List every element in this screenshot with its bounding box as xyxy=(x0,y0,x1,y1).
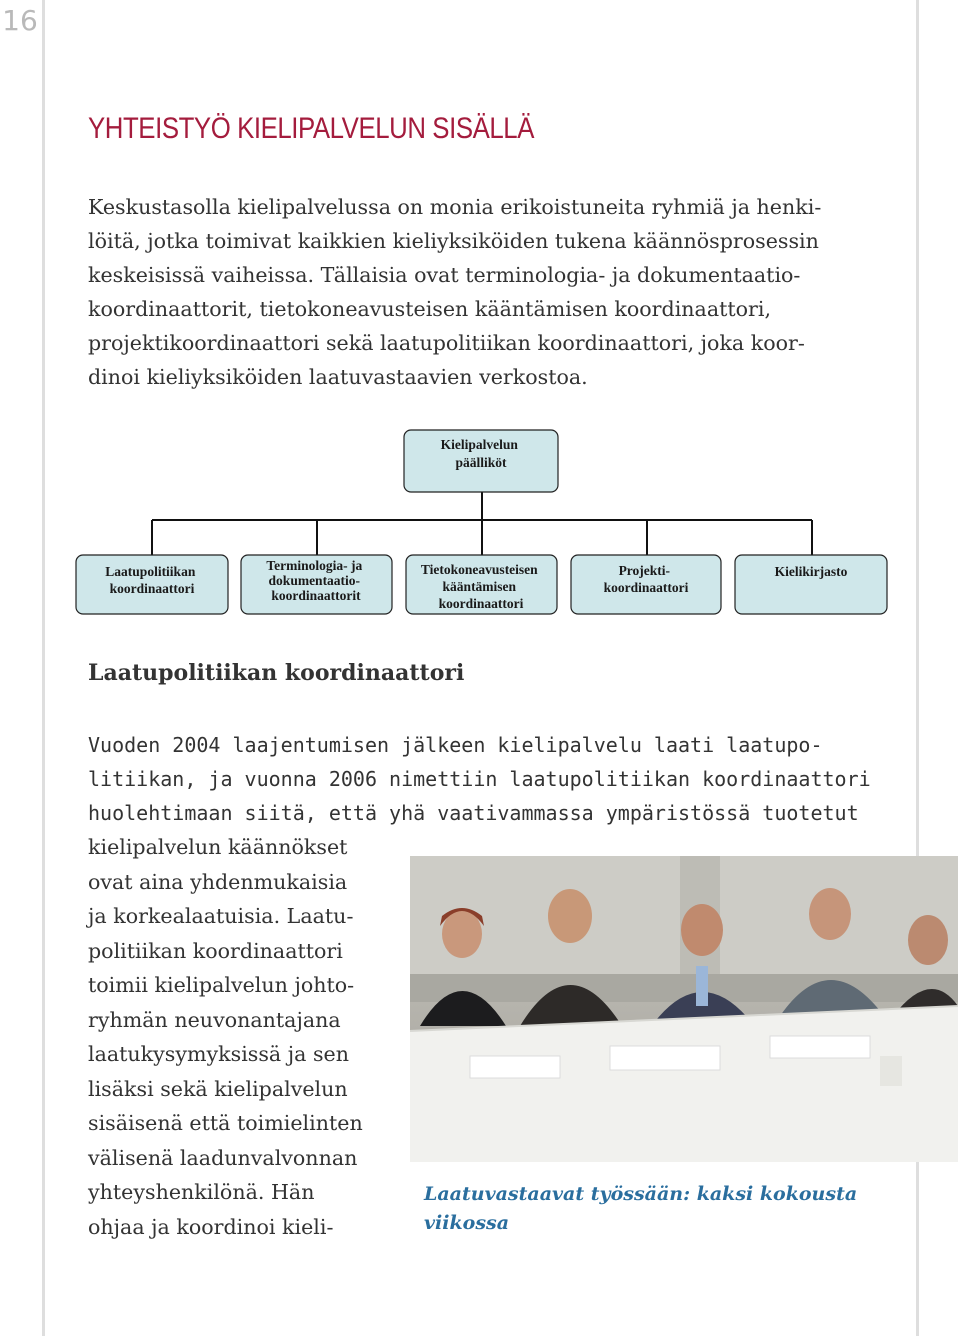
org-box-line: Tietokoneavusteisen xyxy=(420,562,538,577)
org-box-top xyxy=(404,430,558,492)
org-chart xyxy=(0,0,960,640)
org-box-line: kääntämisen xyxy=(442,579,517,594)
caption-line: Laatuvastaavat työssään: kaksi kokousta xyxy=(424,1183,858,1205)
org-box-terminology-coordinators xyxy=(241,555,392,614)
org-box-library xyxy=(735,555,887,614)
body-line: toimii kielipalvelun johto- xyxy=(88,973,355,997)
org-box-line: koordinaattori xyxy=(603,580,689,595)
intro-line: dinoi kieliyksiköiden laatuvastaavien verkostoa. xyxy=(88,365,588,389)
body-line: laatukysymyksissä ja sen xyxy=(88,1042,349,1066)
org-box-line: koordinaattori xyxy=(438,596,524,611)
org-box-top-line: päälliköt xyxy=(455,455,507,470)
org-connectors xyxy=(152,492,812,555)
org-box-line: dokumentaatio- xyxy=(268,573,361,588)
page-title: YHTEISTYÖ KIELIPALVELUN SISÄLLÄ xyxy=(88,112,535,145)
svg-text:Terminologia- ja dokumen xyxy=(266,558,365,603)
body-line: sisäisenä että toimielinten xyxy=(88,1111,363,1135)
body-line: ja korkealaatuisia. Laatu- xyxy=(88,904,354,928)
intro-line: Keskustasolla kielipalvelussa on monia erikoistuneita ryhmiä ja henki- xyxy=(88,195,822,219)
org-box-quality-coordinator xyxy=(76,555,228,614)
intro-line: projektikoordinaattori sekä laatupolitiikan koordinaattori, joka koor- xyxy=(88,331,805,355)
org-box-cat-coordinator xyxy=(406,555,557,614)
org-box-line: Kielikirjasto xyxy=(774,564,848,579)
body-line: huolehtimaan siitä, että yhä vaativammassa ympäristössä tuotetut xyxy=(88,801,859,825)
svg-text:Kielikirjasto xyxy=(775,564,848,579)
meeting-photo xyxy=(410,856,958,1162)
org-box-top-line: Kielipalvelun xyxy=(440,437,518,452)
body-line: ryhmän neuvonantajana xyxy=(88,1007,341,1032)
body-line: litiikan, ja vuonna 2006 nimettiin laatupolitiikan koordinaattori xyxy=(88,767,871,791)
org-box-line: koordinaattorit xyxy=(271,588,361,603)
org-box-line: Laatupolitiikan xyxy=(105,564,196,579)
photo-caption xyxy=(424,1180,857,1238)
body-line: välisenä laadunvalvonnan xyxy=(88,1145,358,1170)
org-box-line: Projekti- xyxy=(618,563,671,578)
section-paragraph-wide xyxy=(88,728,871,830)
caption-line: viikossa xyxy=(424,1212,510,1234)
intro-line: koordinaattorit, tietokoneavusteisen kääntämisen koordinaattori, xyxy=(88,297,772,321)
section-heading: Laatupolitiikan koordinaattori xyxy=(88,660,465,686)
org-box-project-coordinator xyxy=(571,555,721,614)
body-line: Vuoden 2004 laajentumisen jälkeen kielipalvelu laati laatupo- xyxy=(88,733,823,757)
section-paragraph-narrow xyxy=(88,830,363,1244)
body-line: kielipalvelun käännökset xyxy=(88,835,348,859)
intro-line: keskeisissä vaiheissa. Tällaisia ovat terminologia- ja dokumentaatio- xyxy=(88,263,801,287)
body-line: ovat aina yhdenmukaisia xyxy=(88,869,348,894)
body-line: lisäksi sekä kielipalvelun xyxy=(88,1076,348,1101)
org-box-line: koordinaattori xyxy=(109,581,195,596)
meeting-photo-illustration xyxy=(410,856,958,1162)
intro-line: löitä, jotka toimivat kaikkien kieliyksiköiden tukena käännösprosessin xyxy=(88,229,819,253)
body-line: politiikan koordinaattori xyxy=(88,938,343,963)
page-number: 16 xyxy=(2,4,38,37)
org-box-line: Terminologia- ja xyxy=(266,558,363,573)
body-line: ohjaa ja koordinoi kieli- xyxy=(88,1214,334,1239)
body-line: yhteyshenkilönä. Hän xyxy=(88,1180,315,1204)
